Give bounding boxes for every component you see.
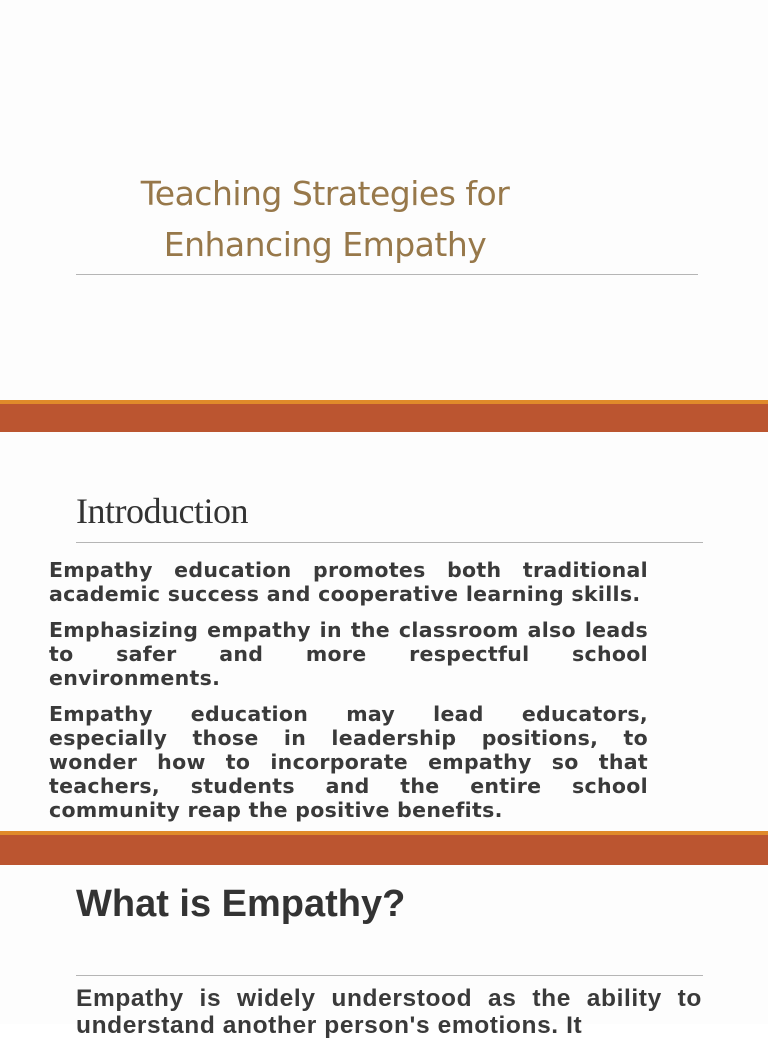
title-line-2: Enhancing Empathy xyxy=(163,225,487,264)
introduction-heading: Introduction xyxy=(76,491,248,531)
slide-introduction xyxy=(0,432,768,834)
what-is-empathy-divider xyxy=(76,975,703,976)
intro-paragraph-3: Empathy education may lead educators, especially those in leadership positions, to wonder how to incorporate empathy so that teachers, students and the entire school community reap the positive benefits. xyxy=(49,702,648,822)
title-divider xyxy=(76,274,698,275)
what-is-empathy-heading: What is Empathy? xyxy=(76,883,406,925)
introduction-divider xyxy=(76,542,703,543)
presentation-title xyxy=(100,168,550,270)
intro-paragraph-2: Emphasizing empathy in the classroom also leads to safer and more respectful school environments. xyxy=(49,618,648,690)
slide-title xyxy=(0,0,768,400)
slide-separator-band xyxy=(0,831,768,865)
title-line-1: Teaching Strategies for xyxy=(140,174,510,213)
intro-paragraph-1: Empathy education promotes both traditional academic success and cooperative learning skills. xyxy=(49,558,648,606)
empathy-definition-paragraph: Empathy is widely understood as the ability to understand another person's emotions. It xyxy=(76,985,702,1039)
slide-separator-band xyxy=(0,400,768,432)
introduction-body xyxy=(49,558,648,834)
slide-what-is-empathy xyxy=(0,865,768,1039)
